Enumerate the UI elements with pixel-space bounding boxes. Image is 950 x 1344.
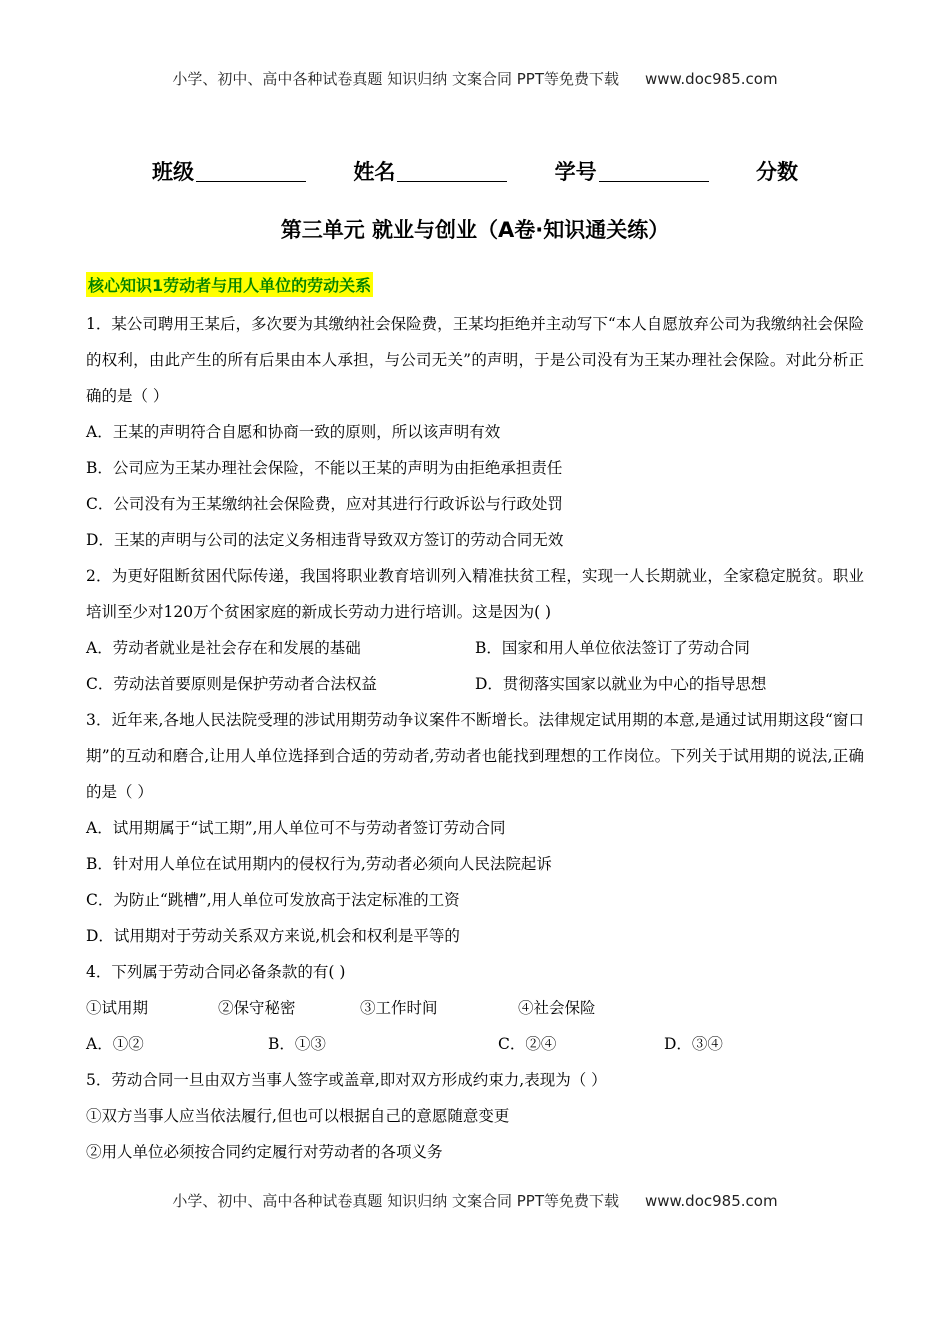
question-1-stem: 1．某公司聘用王某后，多次要为其缴纳社会保险费，王某均拒绝并主动写下“本人自愿放弃公司为我缴纳社会保险的权利，由此产生的所有后果由本人承担，与公司无关”的声明，于是公司没有为王某办理社会保险。对此分析正确的是（ ） [86,315,864,405]
question-3-stem: 3．近年来,各地人民法院受理的涉试用期劳动争议案件不断增长。法律规定试用期的本意,是通过试用期这段“窗口期”的互动和磨合,让用人单位选择到合适的劳动者,劳动者也能找到理想的工作岗位。下列关于试用期的说法,正确的是（ ） [86,711,864,801]
question-2-stem: 2．为更好阻断贫困代际传递，我国将职业教育培训列入精准扶贫工程，实现一人长期就业，全家稳定脱贫。职业培训至少对120万个贫困家庭的新成长劳动力进行培训。这是因为( ) [86,567,864,621]
name-field[interactable] [353,156,507,186]
question-4-item-2: ②保守秘密 [218,999,296,1017]
question-1-option-d[interactable]: D．王某的声明与公司的法定义务相违背导致双方签订的劳动合同无效 [86,531,564,549]
question-2-option-c[interactable]: C．劳动法首要原则是保护劳动者合法权益 [86,675,377,693]
question-4-item-3: ③工作时间 [360,999,438,1017]
question-1-option-b[interactable]: B．公司应为王某办理社会保险，不能以王某的声明为由拒绝承担责任 [86,459,563,477]
class-label: 班级 [152,160,195,184]
name-blank[interactable] [397,181,507,182]
question-4-option-a[interactable]: A．①② [86,1035,144,1053]
question-2-option-a[interactable]: A．劳动者就业是社会存在和发展的基础 [86,639,361,657]
footer-url[interactable]: www.doc985.com [644,1192,778,1210]
section-heading: 核心知识1劳动者与用人单位的劳动关系 [86,272,373,297]
question-5-item-2: ②用人单位必须按合同约定履行对劳动者的各项义务 [86,1143,443,1161]
page-header [0,68,950,89]
question-4-item-1: ①试用期 [86,999,149,1017]
score-label: 分数 [755,160,798,184]
score-field [756,156,798,186]
page-footer [0,1190,950,1211]
question-2-options-row-2 [86,666,864,702]
question-4-items [86,990,864,1026]
question-4-item-4: ④社会保险 [518,999,596,1017]
question-3-option-a[interactable]: A．试用期属于“试工期”,用人单位可不与劳动者签订劳动合同 [86,819,506,837]
footer-text: 小学、初中、高中各种试卷真题 知识归纳 文案合同 PPT等免费下载 [172,1192,619,1210]
question-3-option-d[interactable]: D．试用期对于劳动关系双方来说,机会和权利是平等的 [86,927,460,945]
question-4-option-b[interactable]: B．①③ [268,1035,326,1053]
question-1-option-a[interactable]: A．王某的声明符合自愿和协商一致的原则，所以该声明有效 [86,423,501,441]
document-title: 第三单元 就业与创业（A卷·知识通关练） [280,218,670,242]
question-3-option-c[interactable]: C．为防止“跳槽”,用人单位可发放高于法定标准的工资 [86,891,460,909]
question-2-options-row-1 [86,630,864,666]
question-list [86,306,864,1170]
name-label: 姓名 [353,160,396,184]
question-1-option-c[interactable]: C．公司没有为王某缴纳社会保险费，应对其进行行政诉讼与行政处罚 [86,495,563,513]
question-3-option-b[interactable]: B．针对用人单位在试用期内的侵权行为,劳动者必须向人民法院起诉 [86,855,552,873]
header-text: 小学、初中、高中各种试卷真题 知识归纳 文案合同 PPT等免费下载 [172,70,619,88]
id-label: 学号 [554,160,597,184]
question-4-option-d[interactable]: D．③④ [664,1035,723,1053]
question-2-option-d[interactable]: D．贯彻落实国家以就业为中心的指导思想 [475,675,767,693]
question-2-option-b[interactable]: B．国家和用人单位依法签订了劳动合同 [475,639,750,657]
question-4-options [86,1026,864,1062]
student-info-line [0,156,950,186]
question-4-stem: 4．下列属于劳动合同必备条款的有( ) [86,963,346,981]
class-field[interactable] [152,156,306,186]
question-5-stem: 5．劳动合同一旦由双方当事人签字或盖章,即对双方形成约束力,表现为（ ） [86,1071,607,1089]
id-field[interactable] [555,156,709,186]
id-blank[interactable] [599,181,709,182]
question-5-item-1: ①双方当事人应当依法履行,但也可以根据自己的意愿随意变更 [86,1107,510,1125]
header-url[interactable]: www.doc985.com [644,70,778,88]
question-4-option-c[interactable]: C．②④ [498,1035,557,1053]
class-blank[interactable] [196,181,306,182]
